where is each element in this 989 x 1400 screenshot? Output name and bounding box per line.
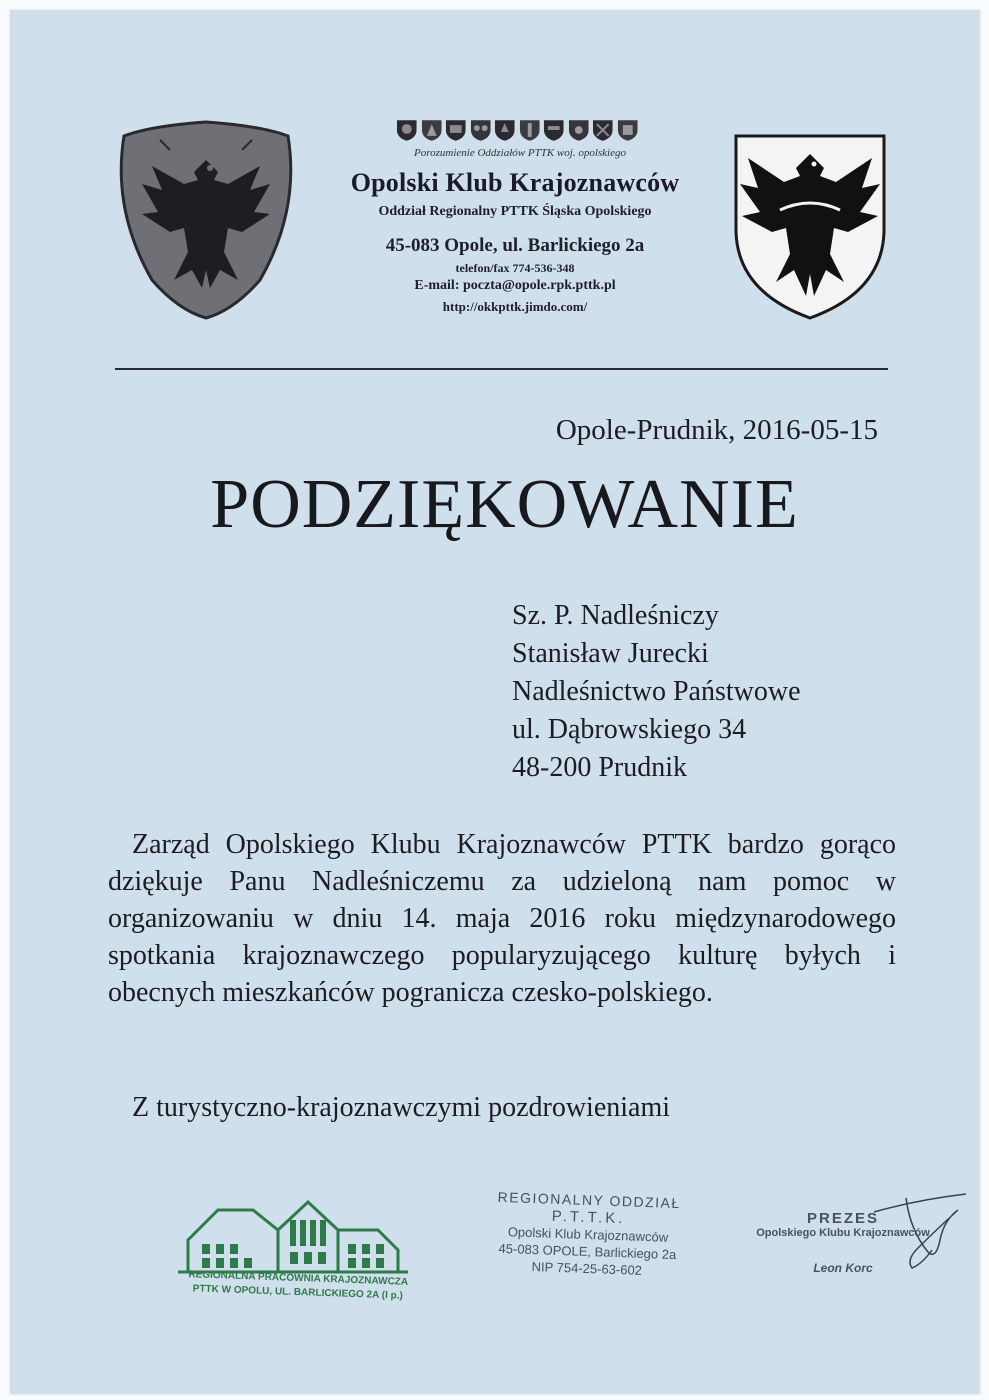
- recipient-line: Nadleśnictwo Państwowe: [512, 676, 801, 707]
- org-address: 45-083 Opole, ul. Barlickiego 2a: [385, 235, 645, 256]
- org-name: Opolski Klub Krajoznawców: [350, 168, 680, 197]
- shield-icon: [591, 118, 615, 142]
- org-website: http://okkpttk.jimdo.com/: [442, 299, 588, 314]
- org-phone: telefon/fax 774-536-348: [455, 261, 575, 275]
- green-stamp-line: REGIONALNA PRACOWNIA KRAJOZNAWCZA: [188, 1269, 409, 1288]
- org-branch: Oddział Regionalny PTTK Śląska Opolskiego: [378, 204, 652, 219]
- recipient-line: 48-200 Prudnik: [512, 752, 687, 783]
- blue-stamp-line: 45-083 OPOLE, Barlickiego 2a: [498, 1240, 677, 1263]
- header-caption: Porozumienie Oddziałów PTTK woj. opolskiego: [414, 147, 626, 159]
- org-email: E-mail: poczta@opole.rpk.pttk.pl: [414, 278, 616, 293]
- shield-icon: [518, 118, 542, 142]
- recipient-line: Sz. P. Nadleśniczy: [512, 600, 719, 631]
- letter-closing: Z turystyczno-krajoznawczymi pozdrowieniami: [132, 1092, 671, 1123]
- letter-page: [10, 10, 980, 1394]
- president-stamp-name: Leon Korc: [813, 1261, 873, 1275]
- blue-stamp-line: Opolski Klub Krajoznawców: [507, 1224, 669, 1245]
- recipient-line: ul. Dąbrowskiego 34: [512, 714, 747, 745]
- president-stamp-title: PREZES: [806, 1210, 879, 1227]
- shield-icon: [395, 118, 419, 142]
- silesia-eagle-crest-icon: [732, 132, 888, 320]
- letter-title: PODZIĘKOWANIE: [210, 466, 799, 543]
- president-stamp-org: Opolskiego Klubu Krajoznawców: [756, 1227, 930, 1239]
- shield-icon: [616, 118, 640, 142]
- blue-stamp-line: P.T.T.K.: [551, 1207, 626, 1228]
- shield-icon: [469, 118, 493, 142]
- shield-icon: [542, 118, 566, 142]
- member-shields-row: [395, 118, 639, 144]
- signature-icon: [866, 1190, 976, 1280]
- letter-body: Zarząd Opolskiego Klubu Krajoznawców PTTK bardzo gorąco dziękuje Panu Nadleśniczemu za udzieloną nam pomoc w organizowaniu w dniu 14. maja 2016 roku międzynarodowego spotkania krajoznawczego popularyzującego kulturę byłych i obecnych mieszkańców pogranicza czesko-polskiego.: [108, 829, 896, 1008]
- shield-icon: [493, 118, 517, 142]
- opole-eagle-crest-icon: [110, 120, 302, 320]
- green-stamp-line: PTTK W OPOLU, UL. BARLICKIEGO 2A (I p.): [192, 1283, 403, 1302]
- shield-icon: [444, 118, 468, 142]
- header-divider: [115, 368, 888, 370]
- shield-icon: [420, 118, 444, 142]
- blue-stamp-line: REGIONALNY ODDZIAŁ: [497, 1188, 681, 1212]
- shield-icon: [567, 118, 591, 142]
- place-date: Opole-Prudnik, 2016-05-15: [555, 414, 878, 446]
- blue-stamp: [477, 1188, 700, 1281]
- blue-stamp-line: NIP 754-25-63-602: [531, 1259, 643, 1278]
- recipient-line: Stanisław Jurecki: [512, 638, 709, 669]
